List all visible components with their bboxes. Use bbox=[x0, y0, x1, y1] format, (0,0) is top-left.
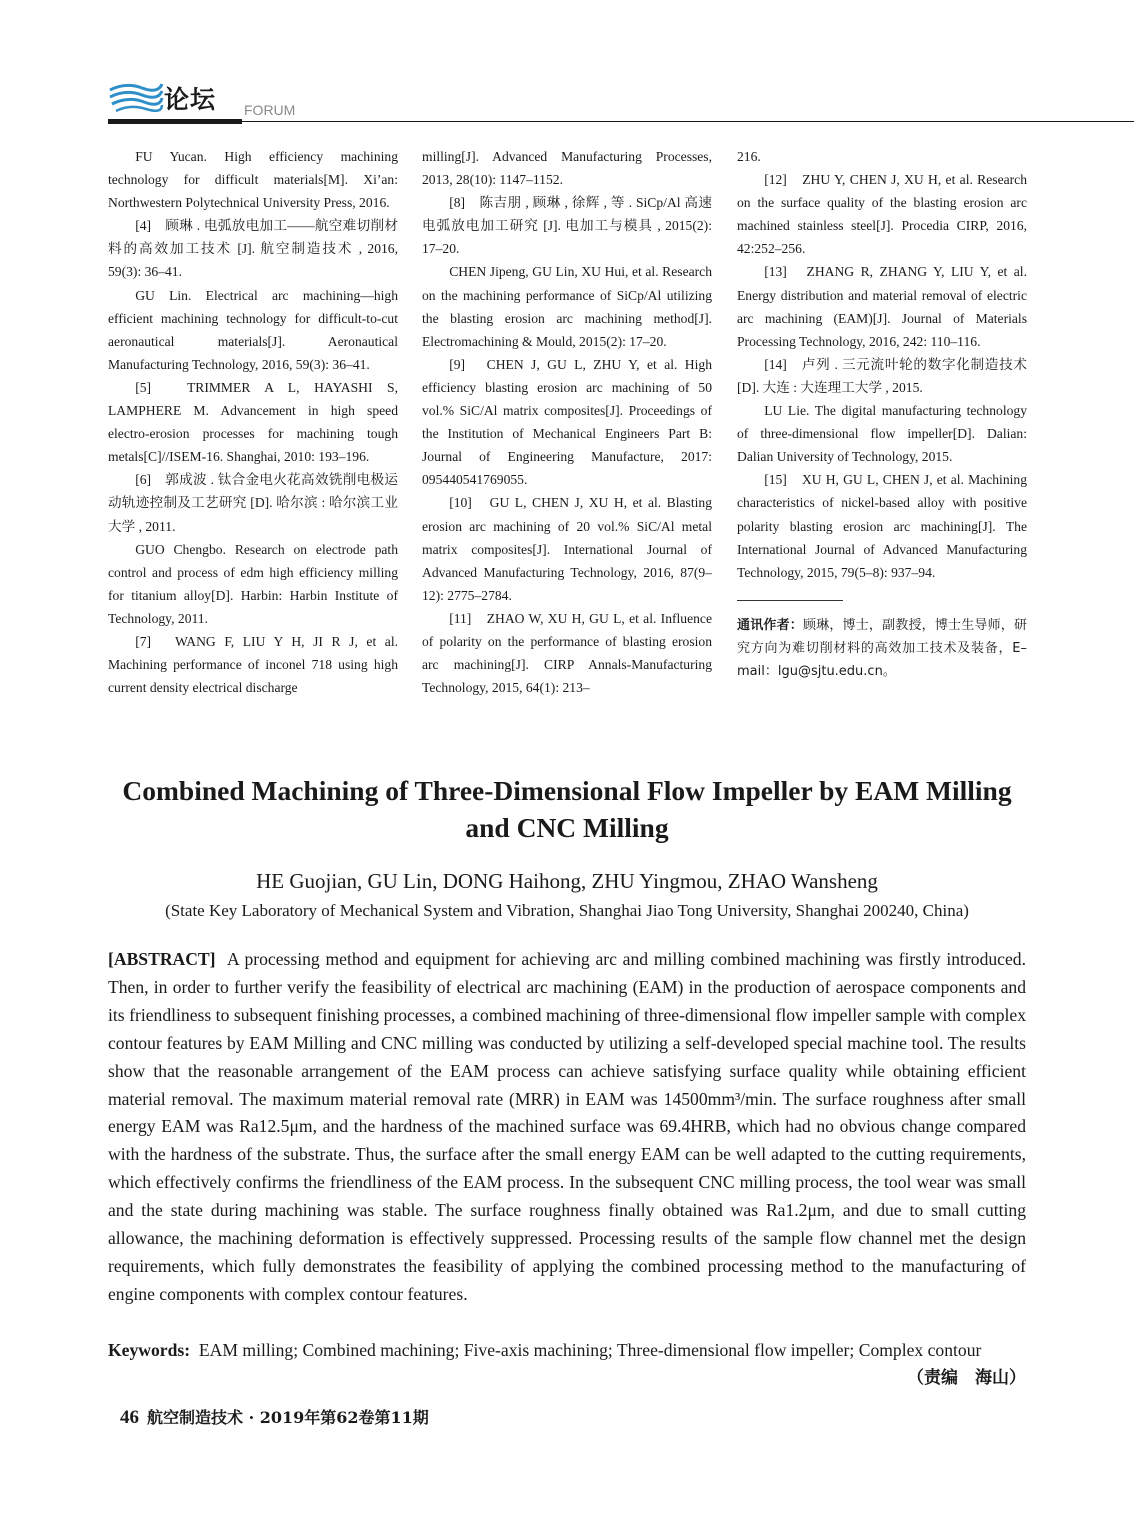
page-footer bbox=[120, 1405, 429, 1429]
reference-entry: [6] 郭成波 . 钛合金电火花高效铣削电极运动轨迹控制及工艺研究 [D]. 哈尔滨 : 哈尔滨工业大学 , 2011. bbox=[108, 472, 398, 534]
reference-entry: [10] GU L, CHEN J, XU H, et al. Blasting erosion arc machining of 20 vol.% SiC/Al metal matrix composites[J]. International Journal of Advanced Manufacturing Technology, 2016, 87(9–12): 2775–2784. bbox=[422, 495, 712, 603]
article-title: Combined Machining of Three-Dimensional Flow Impeller by EAM Milling and CNC Milling bbox=[122, 775, 1012, 843]
keywords bbox=[108, 1336, 1026, 1364]
reference-entry: [7] WANG F, LIU Y H, JI R J, et al. Machining performance of inconel 718 using high current density electrical discharge bbox=[108, 633, 398, 696]
references-column-2 bbox=[422, 145, 712, 699]
abstract bbox=[108, 946, 1026, 1309]
footnote-separator bbox=[737, 600, 843, 601]
section-title-en: FORUM bbox=[244, 102, 296, 118]
abstract-text: A processing method and equipment for achieving arc and milling combined machining was firstly introduced. Then, in order to further verify the feasibility of electrical arc machining (EAM) in the production of aerospace components and its friendliness to subsequent finishing processes, a combined machining of three-dimensional flow impeller sample with complex contour features by EAM Milling and CNC milling was conducted by utilizing a self-developed special machine tool. The results show that the reasonable arrangement of the EAM process can achieve satisfying surface quality while obtaining efficient material removal. The maximum material removal rate (MRR) in EAM was 14500mm³/min. The surface roughness after small energy EAM was Ra12.5μm, and the hardness of the machined surface was 69.4HRB, which had no obvious change compared with the hardness of the substrate. Thus, the surface after the small energy EAM can be well adapted to the cutting requirements, which effectively confirms the friendliness of the EAM process. In the subsequent CNC milling process, the tool wear was small and the state during machining was stable. The surface roughness finally obtained was Ra1.2μm, and due to small cutting allowance, the machining deformation is effectively suppressed. Processing results of the sample flow channel met the design requirements, which fully demonstrates the feasibility of applying the combined processing method to the manufacturing of engine components with complex contour features. bbox=[108, 949, 1026, 1304]
reference-entry: [11] ZHAO W, XU H, GU L, et al. Influence of polarity on the performance of blasting erosion arc machining[J]. CIRP Annals-Manufacturing Technology, 2015, 64(1): 213– bbox=[422, 610, 712, 696]
page-number: 46 bbox=[120, 1407, 139, 1428]
section-title-cn: 论坛 bbox=[164, 85, 217, 114]
corresponding-author-text: 顾琳，博士，副教授，博士生导师，研究方向为难切削材料的高效加工技术及装备，E–mail：lgu@sjtu.edu.cn。 bbox=[737, 617, 1027, 679]
reference-entry: [4] 顾琳 . 电弧放电加工——航空难切削材料的高效加工技术 [J]. 航空制造技术 , 2016, 59(3): 36–41. bbox=[108, 218, 398, 280]
references-column-3 bbox=[737, 145, 1027, 683]
reference-entry: [12] ZHU Y, CHEN J, XU H, et al. Research on the surface quality of the blasting erosion arc machined stainless steel[J]. Procedia CIRP, 2016, 42:252–256. bbox=[737, 172, 1027, 257]
wave-lines-icon bbox=[108, 80, 164, 114]
header-rule-thick bbox=[108, 119, 242, 124]
reference-entry: milling[J]. Advanced Manufacturing Processes, 2013, 28(10): 1147–1152. bbox=[422, 149, 712, 188]
reference-entry: 216. bbox=[737, 149, 761, 164]
reference-entry: GUO Chengbo. Research on electrode path control and process of edm high efficiency milling for titanium alloy[D]. Harbin: Harbin Institute of Technology, 2011. bbox=[108, 541, 398, 626]
reference-entry: GU Lin. Electrical arc machining—high efficient machining technology for difficult-to-cut aeronautical materials[J]. Aeronautical Manufacturing Technology, 2016, 59(3): 36–41. bbox=[108, 287, 398, 372]
reference-entry: CHEN Jipeng, GU Lin, XU Hui, et al. Research on the machining performance of SiCp/Al utilizing the blasting erosion arc machining method[J]. Electromachining & Mould, 2015(2): 17–20. bbox=[422, 264, 712, 349]
editor-note: （责编 海山） bbox=[907, 1368, 1026, 1388]
keywords-label: Keywords: bbox=[108, 1340, 191, 1360]
reference-entry: [8] 陈吉朋 , 顾琳 , 徐辉 , 等 . SiCp/Al 高速电弧放电加工研究 [J]. 电加工与模具 , 2015(2): 17–20. bbox=[422, 195, 712, 257]
article-authors: HE Guojian, GU Lin, DONG Haihong, ZHU Yingmou, ZHAO Wansheng bbox=[256, 869, 878, 893]
reference-entry: LU Lie. The digital manufacturing technology of three-dimensional flow impeller[D]. Dalian: Dalian University of Technology, 2015. bbox=[737, 403, 1027, 465]
reference-entry: [15] XU H, GU L, CHEN J, et al. Machining characteristics of nickel-based alloy with positive polarity blasting erosion arc machining[J]. The International Journal of Advanced Manufacturing Technology, 2015, 79(5–8): 937–94. bbox=[737, 472, 1027, 580]
abstract-label: [ABSTRACT] bbox=[108, 949, 216, 969]
references-column-1 bbox=[108, 145, 398, 699]
reference-entry: [5] TRIMMER A L, HAYASHI S, LAMPHERE M. Advancement in high speed electro-erosion processes for machining tough metals[C]//ISEM-16. Shanghai, 2010: 193–196. bbox=[108, 379, 398, 465]
header-rule-thin bbox=[242, 121, 1134, 122]
journal-issue: 航空制造技术 · 2019年第62卷第11期 bbox=[147, 1408, 429, 1427]
reference-entry: FU Yucan. High efficiency machining technology for difficult materials[M]. Xi’an: Northwestern Polytechnical University Press, 2016. bbox=[108, 149, 398, 211]
reference-entry: [14] 卢列 . 三元流叶轮的数字化制造技术 [D]. 大连 : 大连理工大学 , 2015. bbox=[737, 356, 1027, 395]
page-header bbox=[108, 78, 1134, 128]
corresponding-author-note bbox=[737, 614, 1027, 683]
reference-entry: [9] CHEN J, GU L, ZHU Y, et al. High efficiency blasting erosion arc machining of 50 vol.% SiC/Al matrix composites[J]. Proceedings of the Institution of Mechanical Engineers Part B: Journal of Engineering Manufacture, 2017: 095440541769055. bbox=[422, 356, 712, 488]
reference-entry: [13] ZHANG R, ZHANG Y, LIU Y, et al. Energy distribution and material removal of electric arc machining (EAM)[J]. Journal of Materials Processing Technology, 2016, 242: 110–116. bbox=[737, 264, 1027, 349]
article-affiliation: (State Key Laboratory of Mechanical System and Vibration, Shanghai Jiao Tong University, Shanghai 200240, China) bbox=[165, 901, 969, 920]
keywords-text: EAM milling; Combined machining; Five-axis machining; Three-dimensional flow impeller; Complex contour bbox=[198, 1340, 982, 1360]
corresponding-author-label: 通讯作者： bbox=[737, 617, 803, 633]
